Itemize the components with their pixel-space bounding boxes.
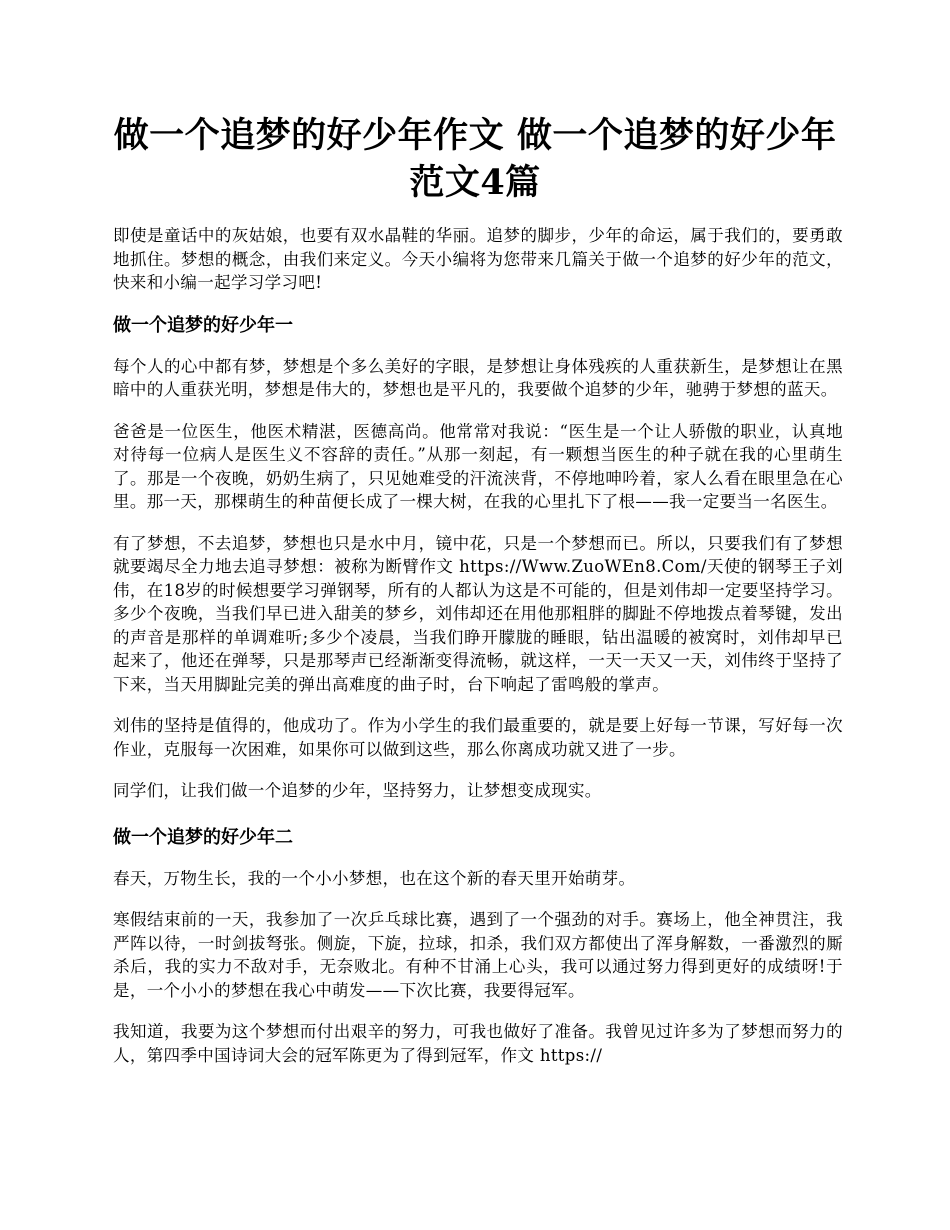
intro-paragraph: 即使是童话中的灰姑娘，也要有双水晶鞋的华丽。追梦的脚步，少年的命运，属于我们的，要勇敢地抓住。梦想的概念，由我们来定义。今天小编将为您带来几篇关于做一个追梦的好少年的范文，快来和小编一起学习学习吧! [113, 226, 843, 292]
document-title: 做一个追梦的好少年作文 做一个追梦的好少年范文4篇 [113, 115, 837, 203]
body-paragraph: 同学们，让我们做一个追梦的少年，坚持努力，让梦想变成现实。 [113, 781, 602, 800]
body-paragraph: 有了梦想，不去追梦，梦想也只是水中月，镜中花，只是一个梦想而已。所以，只要我们有了梦想就要竭尽全力地去追寻梦想：被称为断臂作文 https://Www.ZuoWEn8.Com/天使的钢琴王子刘伟，在18岁的时候想要学习弹钢琴，所有的人都认为这是不可能的，但是刘伟却一定要坚持学习。多少个夜晚，当我们早已进入甜美的梦乡，刘伟却还在用他那粗胖的脚趾不停地拨点着琴键，发出的声音是那样的单调难听;多少个凌晨，当我们睁开朦胧的睡眼，钻出温暖的被窝时，刘伟却早已起来了，他还在弹琴，只是那琴声已经渐渐变得流畅，就这样，一天一天又一天，刘伟终于坚持了下来，当天用脚趾完美的弹出高难度的曲子时，台下响起了雷鸣般的掌声。 [113, 533, 843, 694]
body-paragraph: 寒假结束前的一天，我参加了一次乒乓球比赛，遇到了一个强劲的对手。赛场上，他全神贯注，我严阵以待，一时剑拔弩张。侧旋，下旋，拉球，扣杀，我们双方都使出了浑身解数，一番激烈的厮杀后，我的实力不敌对手，无奈败北。有种不甘涌上心头，我可以通过努力得到更好的成绩呀!于是，一个小小的梦想在我心中萌发——下次比赛，我要得冠军。 [113, 910, 843, 1000]
body-paragraph: 每个人的心中都有梦，梦想是个多么美好的字眼，是梦想让身体残疾的人重获新生，是梦想让在黑暗中的人重获光明，梦想是伟大的，梦想也是平凡的，我要做个追梦的少年，驰骋于梦想的蓝天。 [113, 356, 843, 399]
body-paragraph: 春天，万物生长，我的一个小小梦想，也在这个新的春天里开始萌芽。 [113, 868, 636, 888]
body-paragraph: 我知道，我要为这个梦想而付出艰辛的努力，可我也做好了准备。我曾见过许多为了梦想而努力的人，第四季中国诗词大会的冠军陈更为了得到冠军，作文 https:// [113, 1022, 843, 1065]
body-paragraph: 刘伟的坚持是值得的，他成功了。作为小学生的我们最重要的，就是要上好每一节课，写好每一次作业，克服每一次困难，如果你可以做到这些，那么你离成功就又进了一步。 [113, 716, 843, 759]
document-body [113, 224, 843, 1085]
body-paragraph: 爸爸是一位医生，他医术精湛，医德高尚。他常常对我说：“医生是一个让人骄傲的职业，认真地对待每一位病人是医生义不容辞的责任。”从那一刻起，有一颗想当医生的种子就在我的心里萌生了。那是一个夜晚，奶奶生病了，只见她难受的汗流浃背，不停地呻吟着，家人么看在眼里急在心里。那一天，那棵萌生的种苗便长成了一棵大树，在我的心里扎下了根——我一定要当一名医生。 [113, 421, 843, 511]
section-heading: 做一个追梦的好少年一 [113, 314, 293, 336]
section-heading: 做一个追梦的好少年二 [113, 826, 293, 848]
